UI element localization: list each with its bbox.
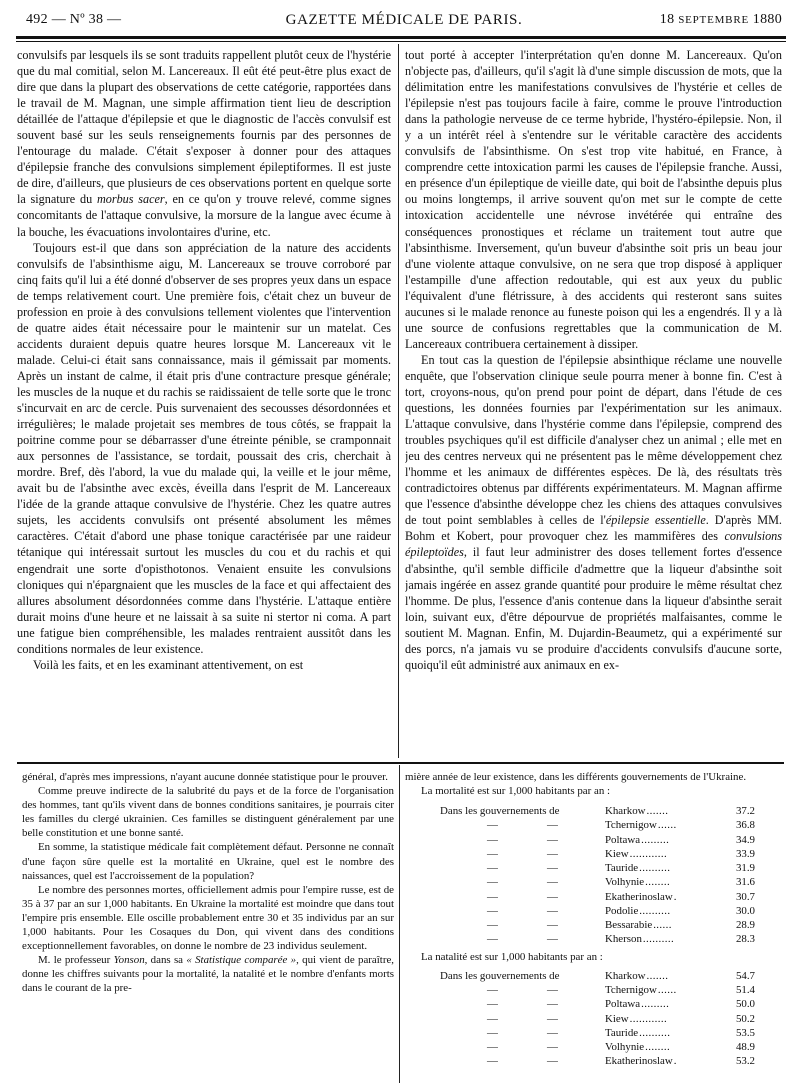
ditto-mark: — [487, 919, 498, 932]
paragraph: En tout cas la question de l'épilepsie absinthique réclame une nouvelle enquête, que l'observation clinique seule pourra mener à bonne fin. C'est à tort, croyons-nous, qu'on prend pour point de départ, dans l'étude de ces questions, les données fournies par l'expérimentation sur les animaux. L'attaque convulsive, dans l'hystérie comme dans l'épilepsie, comprend des troubles psychiques qu'il est difficile d'analyser chez un animal ; elle met en jeu des centres nerveux qui ne présentent pas le même développement chez l'homme et les animaux de différentes espèces. De là, des résultats très contradictoires obtenus par différents expérimentateurs. M. Magnan affirme que l'essence d'absinthe développe chez les chiens des attaques convulsives de tout point semblables à celles de l'épilepsie essentielle. D'après MM. Bohm et Kobert, pour provoquer chez les mammifères des convulsions épileptoïdes, il faut leur administrer des doses tellement fortes d'essence d'absinthe, qu'il semble difficile d'admettre que la liqueur d'absinthe soit jamais ingérée en assez grande quantité pour produire le même résultat chez l'homme. De plus, l'essence d'anis contenue dans la liqueur d'absinthe serait loin, suivant eux, d'être dépourvue de propriétés malfaisantes, comme le soutient M. Magnan. Enfin, M. Dujardin-Beaumetz, qui a expérimenté sur des porcs, n'a jamais vu se produire d'accidents convulsifs d'aucune sorte, quoiqu'il eût administré aux animaux en ex- [405, 352, 782, 672]
dot-leader: .......... [639, 1026, 671, 1039]
ditto-mark: — [547, 1041, 558, 1054]
paragraph: Comme preuve indirecte de la salubrité du pays et de la force de l'organisation des hommes, tant qu'ils vivent dans de bonnes conditions sanitaires, je pourrais citer les familles du clergé ukrainien. Ces familles se distinguent généralement par une belle constitution et une bonne santé. [22, 785, 394, 840]
rate-value: 36.8 [735, 819, 755, 832]
rate-value: 53.2 [735, 1055, 755, 1068]
region-name: Kiew [605, 1012, 629, 1025]
ditto-mark: — [487, 890, 498, 903]
dot-leader: ......... [641, 833, 670, 846]
dot-leader: ...... [653, 919, 672, 932]
paragraph: mière année de leur existence, dans les différents gouvernements de l'Ukraine. [405, 771, 747, 783]
ditto-mark: — [547, 1026, 558, 1039]
feuilleton-column-right [405, 770, 783, 1080]
dot-leader: ........ [645, 876, 671, 889]
ditto-mark: — [487, 876, 498, 889]
ditto-mark: — [487, 862, 498, 875]
ditto-mark: — [547, 998, 558, 1011]
region-name: Kharkow [605, 805, 646, 818]
region-name: Tauride [605, 1026, 639, 1039]
ditto-mark: — [487, 1026, 498, 1039]
row-label: Dans les gouvernements de [440, 969, 560, 982]
paragraph: tout porté à accepter l'interprétation qu'en donne M. Lancereaux. Qu'on n'objecte pas, d'ailleurs, qu'il s'agit là d'une simple discussion de mots, que la délimitation entre les manifestations convulsives de l'hystérie et celles de l'épilepsie n'est pas toujours facile à faire, comme le prouve l'introduction dans la pathologie nerveuse de ce terme hybride, l'hystéro-épilepsie. Non, il y a un intérêt réel à s'entendre sur le véritable caractère des accidents convulsifs de l'absinthisme. On s'est trop vite habitué, en France, à comprendre cette intoxication parmi les causes de l'épilepsie franche. Aussi, en présence d'un épileptique de vieille date, qui boit de l'absinthe depuis plus ou moins longtemps, il arrive souvent qu'on met sur le compte de cette intoxication accidentelle une névrose invétérée qui entraîne des conséquences pronostiques et réclame un traitement tout autre que l'absinthisme. Inversement, qu'un buveur d'absinthe soit pris un beau jour d'une violente attaque convulsive, on ne sera que trop disposé à appliquer l'estampille d'une affection redoutable, qui est aux yeux du public l'équivalent d'une flétrissure, à des accidents qui resteront sans suites aucunes si le malade renonce au funeste poison qui les a engendrés. Il y a là une source de confusions regrettables que la communication de M. Lancereaux contribuera certainement à dissiper. [405, 48, 782, 351]
issue-month: SEPTEMBRE [678, 14, 749, 26]
article-column-right [405, 47, 782, 757]
page-header [26, 12, 782, 32]
row-label: Dans les gouvernements de [440, 805, 560, 818]
region-name: Podolie [605, 904, 639, 917]
ditto-mark: — [487, 1041, 498, 1054]
ditto-mark: — [487, 998, 498, 1011]
stat-row [405, 932, 783, 946]
stat-row [405, 818, 783, 832]
ditto-mark: — [487, 904, 498, 917]
ditto-mark: — [547, 862, 558, 875]
stat-row [405, 983, 783, 997]
ditto-mark: — [487, 1012, 498, 1025]
region-name: Bessarabie [605, 919, 653, 932]
ditto-mark: — [547, 904, 558, 917]
region-name: Tchernigow [605, 984, 657, 997]
dot-leader: ............ [629, 847, 668, 860]
rate-value: 34.9 [735, 833, 755, 846]
header-rule-thin [16, 41, 786, 42]
rate-value: 30.0 [735, 904, 755, 917]
ditto-mark: — [547, 984, 558, 997]
rate-value: 28.3 [735, 933, 755, 946]
region-name: Kiew [605, 847, 629, 860]
dot-leader: ....... [646, 805, 669, 818]
page-number: 492 — Nº 38 — [26, 12, 122, 27]
rate-value: 30.7 [735, 890, 755, 903]
stat-row [405, 969, 783, 983]
stat-row [405, 890, 783, 904]
region-name: Ekatherinoslaw [605, 1055, 673, 1068]
dot-leader: .......... [642, 933, 675, 946]
stat-row [405, 1026, 783, 1040]
dot-leader: ......... [641, 998, 670, 1011]
region-name: Volhynie [605, 1041, 645, 1054]
ditto-mark: — [487, 819, 498, 832]
ditto-mark: — [547, 876, 558, 889]
rate-value: 31.6 [735, 876, 755, 889]
article-column-left [17, 47, 391, 757]
ditto-mark: — [547, 919, 558, 932]
stat-row [405, 918, 783, 932]
stat-row [405, 904, 783, 918]
ditto-mark: — [487, 833, 498, 846]
paragraph: Voilà les faits, et en les examinant attentivement, on est [33, 657, 304, 672]
dot-leader: ...... [657, 984, 677, 997]
natality-caption: La natalité est sur 1,000 habitants par an : [421, 950, 603, 963]
rate-value: 28.9 [735, 919, 755, 932]
rate-value: 48.9 [735, 1041, 755, 1054]
ditto-mark: — [547, 890, 558, 903]
dot-leader: ........ [645, 1041, 671, 1054]
stat-row [405, 875, 783, 889]
feuilleton-column-left [22, 770, 394, 1080]
region-name: Volhynie [605, 876, 645, 889]
rate-value: 31.9 [735, 862, 755, 875]
dot-leader: ...... [657, 819, 677, 832]
ditto-mark: — [547, 847, 558, 860]
column-divider-bottom [399, 765, 400, 1083]
region-name: Tauride [605, 862, 639, 875]
mortality-caption: La mortalité est sur 1,000 habitants par an : [421, 785, 611, 798]
issue-year: 1880 [752, 12, 782, 27]
paragraph: Toujours est-il que dans son appréciation de la nature des accidents convulsifs de l'absinthisme aigu, M. Lancereaux se trouve corroboré par cinq faits qu'il lui a été donné d'observer de ses propres yeux dans un espace de temps relativement court. Une première fois, c'était chez un buveur de profession en proie à des convulsions tellement violentes que l'intervention de quatre aides était nécessaire pour le maintenir sur un matelat. Ces accidents duraient depuis quatre heures lorsque M. Lancereaux vit le malade. Celui-ci était sans connaissance, mais il gémissait par moments. Après un instant de calme, il était pris d'une contracture presque générale; les muscles de la nuque et du rachis se raidissaient de telle sorte que le tronc s'incurvait en arc de cercle. Puis survenaient des secousses désordonnées et irrégulières; le malade projetait ses membres de tous côtés, se frappait la poitrine comme pour se débarrasser d'une étreinte pénible, se cramponnait aux personnes de l'assistance, se tordait, poussait des cris, cherchait à mordre. Bref, dès l'abord, la vue du malade qui, la veille et le jour même, avait bu de l'absinthe avec excès, éveilla dans l'esprit de M. Lancereaux l'idée de la grande attaque convulsive de l'hystérie. Chez les quatre autres sujets, les accidents convulsifs ont présenté absolument les mêmes caractères. C'était d'abord une phase tonique caractérisée par une raideur tétanique qui intéressait surtout les muscles du cou et du rachis et qui engendrait une sorte d'opisthotonos. Venaient ensuite les convulsions cloniques qui n'épargnaient que les muscles de la face et qui affectaient des allures absolument désordonnées comme dans l'hystérie. L'attaque entière durait moins d'une heure et ne laissait à sa suite ni stertor ni coma. A part une fatigue bien compréhensible, les malades rentraient aussitôt dans les conditions normales de leur existence. [17, 240, 391, 656]
dot-leader: . [673, 890, 677, 903]
region-name: Kharkow [605, 969, 646, 982]
dot-leader: .......... [639, 862, 671, 875]
ditto-mark: — [547, 833, 558, 846]
stat-row [405, 1040, 783, 1054]
stat-row [405, 847, 783, 861]
stat-row [405, 804, 783, 818]
dot-leader: ....... [646, 969, 669, 982]
stat-row [405, 833, 783, 847]
paragraph: Le nombre des personnes mortes, officiellement admis pour l'empire russe, est de 35 à 37 par an sur 1,000 habitants. En Ukraine la mortalité est moindre que dans tout l'empire pris ensemble. Elle oscille probablement entre 30 et 35 individus par an sur 1,000 habitants. Pour les Cosaques du Don, qui vivent dans des conditions exceptionnellement favorables, on donne le nombre de 23 individus seulement. [22, 883, 394, 953]
issue-date [660, 12, 782, 28]
rate-value: 53.5 [735, 1026, 755, 1039]
region-name: Kherson [605, 933, 642, 946]
stat-row [405, 861, 783, 875]
ditto-mark: — [487, 847, 498, 860]
dot-leader: . [673, 1055, 677, 1068]
ditto-mark: — [547, 1055, 558, 1068]
paragraph: En somme, la statistique médicale fait complètement défaut. Personne ne connaît d'une façon sûre quelle est la mortalité en Ukraine, quel est le nombre des naissances, quel est l'accroissement de la population? [22, 841, 394, 882]
region-name: Poltawa [605, 833, 641, 846]
rate-value: 50.2 [735, 1012, 755, 1025]
dot-leader: ............ [629, 1012, 668, 1025]
ditto-mark: — [547, 819, 558, 832]
region-name: Tchernigow [605, 819, 657, 832]
column-divider-top [398, 44, 399, 758]
mortality-table [405, 804, 783, 947]
paragraph: général, d'après mes impressions, n'ayant aucune donnée statistique pour le prouver. [22, 771, 388, 783]
issue-day: 18 [659, 12, 675, 27]
ditto-mark: — [487, 933, 498, 946]
stat-row [405, 997, 783, 1011]
rate-value: 33.9 [735, 847, 755, 860]
journal-title: GAZETTE MÉDICALE DE PARIS. [285, 12, 523, 28]
region-name: Ekatherinoslaw [605, 890, 673, 903]
stat-row [405, 1012, 783, 1026]
ditto-mark: — [487, 984, 498, 997]
ditto-mark: — [547, 1012, 558, 1025]
rate-value: 37.2 [735, 805, 755, 818]
stat-row [405, 1054, 783, 1068]
ditto-mark: — [487, 1055, 498, 1068]
paragraph: M. le professeur Yonson, dans sa « Statistique comparée », qui vient de paraître, donne les chiffres suivants pour la mortalité, la natalité et le nombre d'enfants morts dans le courant de la pre- [22, 954, 394, 995]
ditto-mark: — [547, 933, 558, 946]
section-rule [17, 762, 784, 764]
header-rule-thick [16, 36, 786, 39]
rate-value: 50.0 [735, 998, 755, 1011]
rate-value: 54.7 [735, 969, 755, 982]
paragraph: convulsifs par lesquels ils se sont traduits rappellent plutôt ceux de l'hystérie que du mal comitial, selon M. Lancereaux. Il eût été peut-être plus exact de dire que dans la plupart des observations de cette catégorie, rapportées dans le travail de M. Magnan, une simple affirmation tient lieu de description détaillée de l'attaque d'épilepsie et que le diagnostic de l'accès convulsif est souvent basé sur les seuls renseignements fournis par des personnes de l'entourage du malade. C'était s'exposer à donner pour des attaques d'épilepsie franche des convulsions simplement épileptiformes. Il est juste de dire, d'ailleurs, que plusieurs de ces observations portent en quelque sorte la signature du morbus sacer, en ce qu'on y trouve relevé, comme signes concomitants de l'attaque convulsive, la morsure de la langue avec écume à la bouche, les évacuations involontaires d'urine, etc. [17, 48, 391, 239]
region-name: Poltawa [605, 998, 641, 1011]
dot-leader: .......... [639, 904, 671, 917]
natality-table [405, 969, 783, 1069]
rate-value: 51.4 [735, 984, 755, 997]
